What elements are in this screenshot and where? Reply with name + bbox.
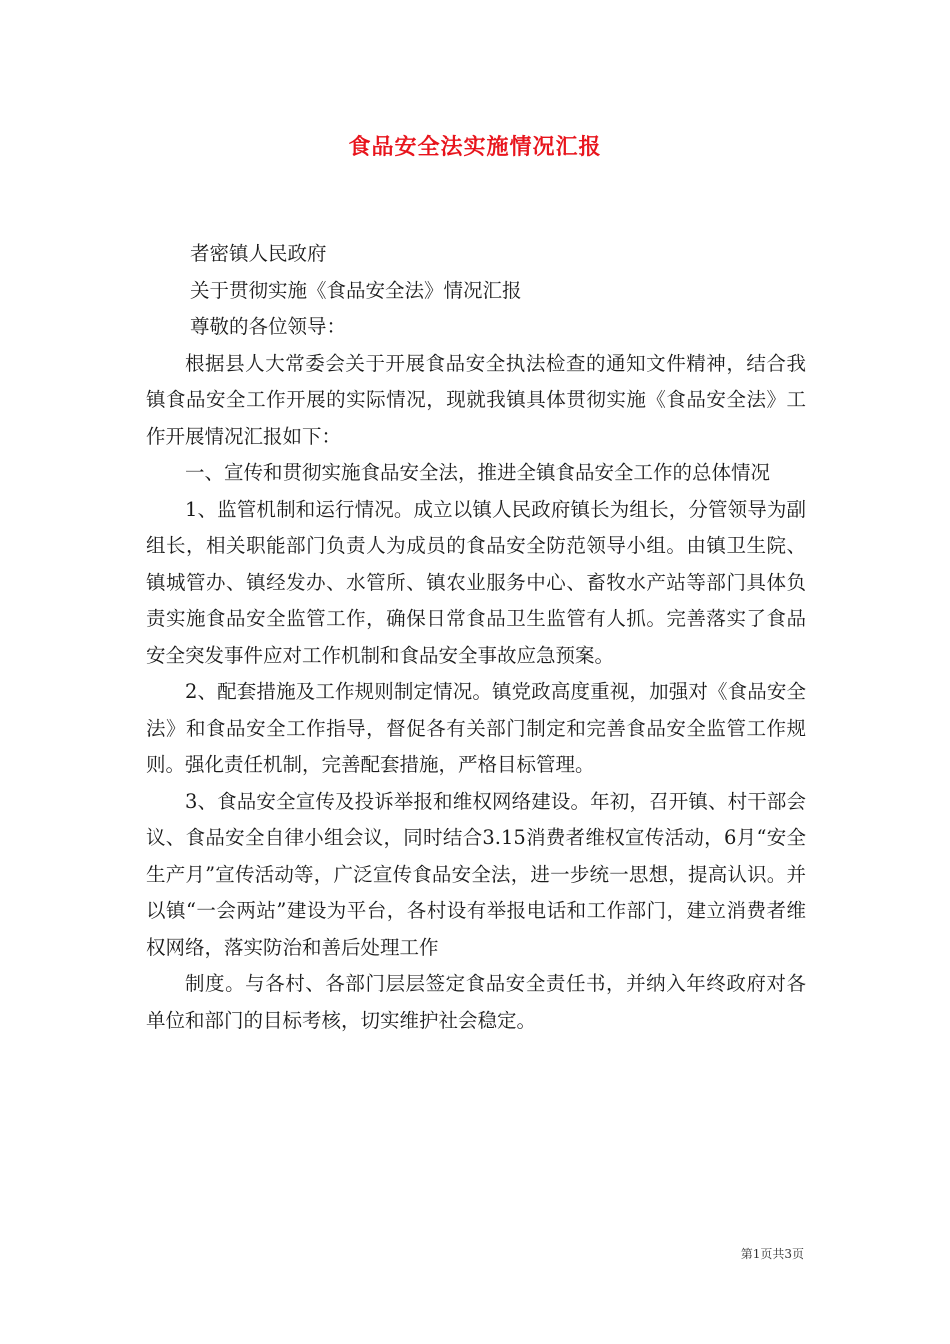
paragraph-item-1: 1、监管机制和运行情况。成立以镇人民政府镇长为组长，分管领导为副组长，相关职能部门负责人为成员的食品安全防范领导小组。由镇卫生院、镇城管办、镇经发办、水管所、镇农业服务中心、畜牧水产站等部门具体负责实施食品安全监管工作，确保日常食品卫生监管有人抓。完善落实了食品安全突发事件应对工作机制和食品安全事故应急预案。	[146, 497, 806, 667]
paragraph-continuation: 制度。与各村、各部门层层签定食品安全责任书，并纳入年终政府对各单位和部门的目标考核，切实维护社会稳定。	[146, 972, 806, 1032]
page-number: 第1页共3页	[740, 1247, 804, 1261]
paragraph-org-name: 者密镇人民政府	[190, 242, 327, 265]
paragraph-item-2: 2、配套措施及工作规则制定情况。镇党政高度重视，加强对《食品安全法》和食品安全工作指导，督促各有关部门制定和完善食品安全监管工作规则。强化责任机制，完善配套措施，严格目标管理。	[146, 680, 806, 776]
paragraph-salutation: 尊敬的各位领导：	[190, 315, 347, 338]
paragraph-intro: 根据县人大常委会关于开展食品安全执法检查的通知文件精神，结合我镇食品安全工作开展的实际情况，现就我镇具体贯彻实施《食品安全法》工作开展情况汇报如下：	[146, 351, 806, 448]
paragraph-item-3: 3、食品安全宣传及投诉举报和维权网络建设。年初，召开镇、村干部会议、食品安全自律小组会议，同时结合3.15消费者维权宣传活动，6月“安全生产月”宣传活动等，广泛宣传食品安全法，进一步统一思想，提高认识。并以镇“一会两站”建设为平台，各村设有举报电话和工作部门，建立消费者维权网络，落实防治和善后处理工作	[146, 789, 806, 959]
paragraph-section-heading: 一、宣传和贯彻实施食品安全法，推进全镇食品安全工作的总体情况	[185, 461, 771, 484]
paragraph-report-subject: 关于贯彻实施《食品安全法》情况汇报	[190, 278, 522, 302]
document-body	[146, 236, 806, 1039]
document-title: 食品安全法实施情况汇报	[348, 134, 602, 160]
